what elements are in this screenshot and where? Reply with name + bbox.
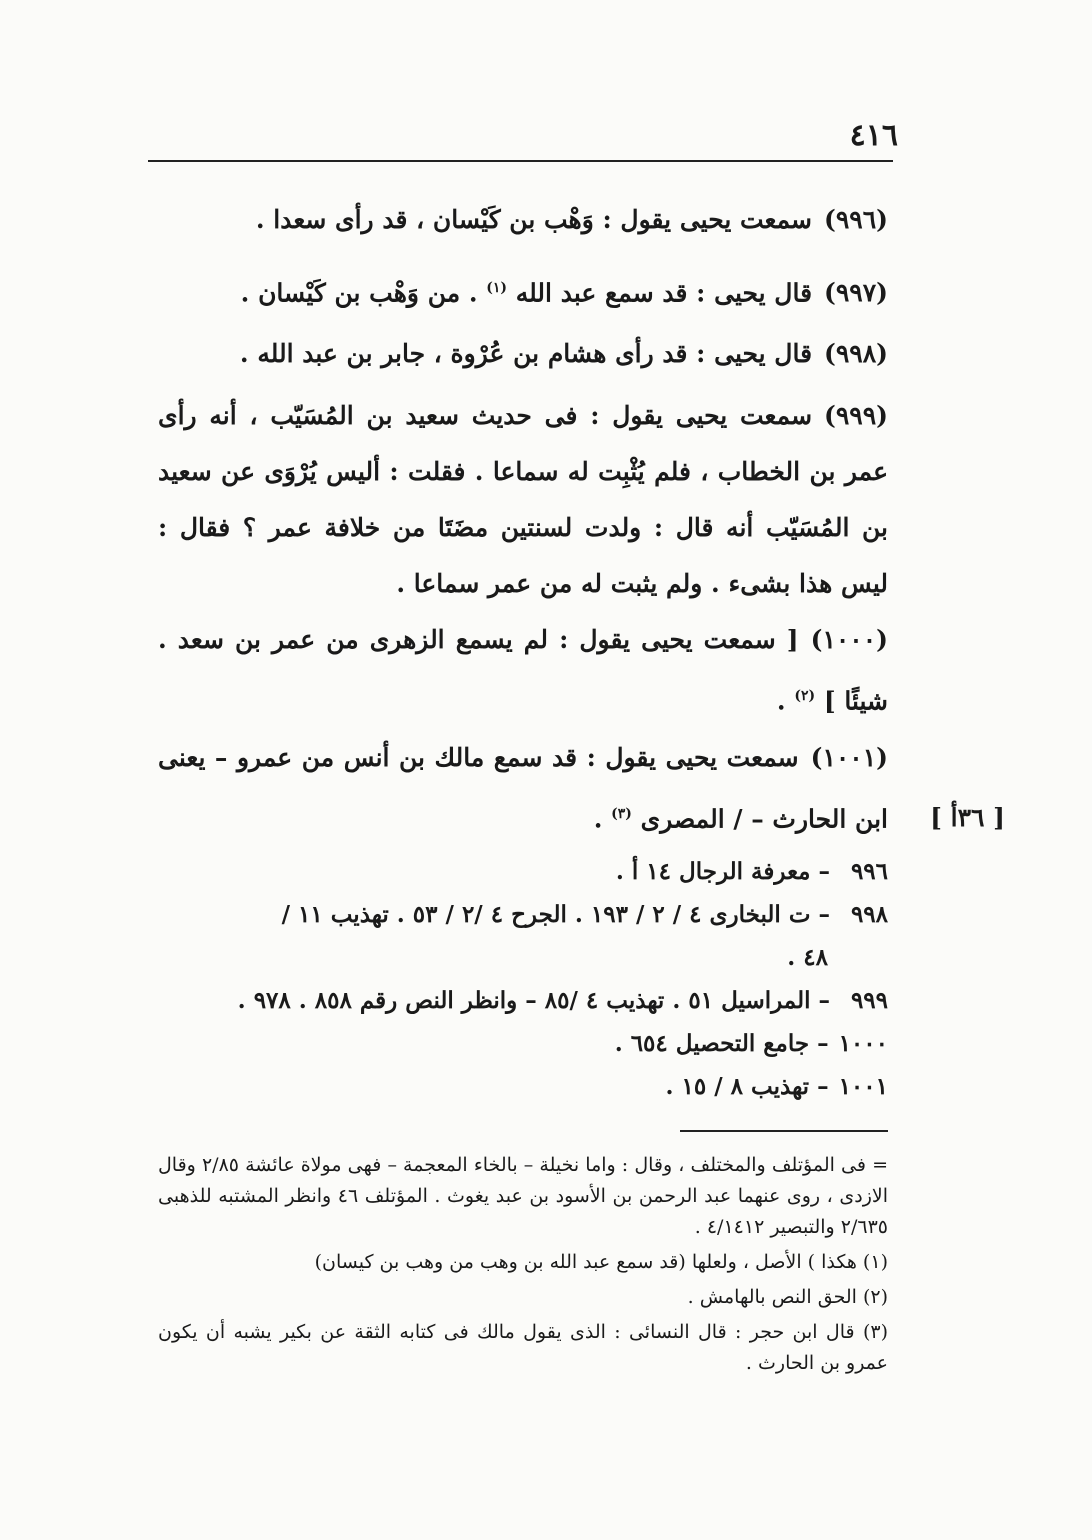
source-line: [158, 1065, 888, 1108]
source-text: – جامع التحصيل ٦٥٤ .: [614, 1030, 829, 1057]
entry-1000: [158, 612, 888, 729]
source-number: ٩٩٨: [850, 901, 888, 928]
sources-block: [158, 850, 888, 1108]
source-line: [158, 1022, 888, 1065]
entry-text: [ سمعت يحيى يقول : لم يسمع الزهرى من عمر بن سعد . شيئًا ]: [158, 625, 888, 716]
footnote-marker: (١): [486, 280, 508, 296]
entry-number: (١٠٠١): [810, 743, 888, 772]
entry-text: سمعت يحيى يقول : وَهْب بن كَيْسان ، قد رأى سعدا .: [255, 205, 813, 234]
source-text: – المراسيل ٥١ . تهذيب ٤ /٨٥ – وانظر النص رقم ٨٥٨ . ٩٧٨ .: [237, 987, 830, 1014]
source-line: [158, 850, 888, 893]
source-number: ١٠٠١: [838, 1073, 888, 1100]
source-text: – ت البخارى ٤ / ٢ / ١٩٣ . الجرح ٤ /٢ / ٥٣ . تهذيب ١١ /: [281, 901, 830, 928]
entry-999: [158, 388, 888, 612]
header-rule: [148, 160, 893, 162]
entry-997: [158, 260, 888, 321]
entry-996: [158, 192, 888, 248]
entry-number: (٩٩٩): [824, 401, 888, 430]
footnote-1: (١) هكذا ) الأصل ، ولعلها (قد سمع عبد الله بن وهب من وهب بن كيسان): [314, 1251, 888, 1273]
footnote-marker: (٢): [794, 688, 816, 704]
entry-text: قال يحيى : قد سمع عبد الله: [515, 278, 813, 308]
source-text: – تهذيب ٨ / ١٥ .: [665, 1073, 829, 1100]
entry-text: قال يحيى : قد رأى هشام بن عُرْوة ، جابر بن عبد الله .: [239, 339, 813, 368]
source-number: ٩٩٦: [850, 858, 888, 885]
source-number: ٩٩٩: [850, 987, 888, 1014]
source-continuation: ٤٨ .: [787, 944, 828, 971]
entry-998: [158, 326, 888, 382]
footnote-continued: = فى المؤتلف والمختلف ، وقال : واما نخيلة – بالخاء المعجمة – فهى مولاة عائشة ٢/٨٥ وقال الازدى ، روى عنهما عبد الرحمن بن الأسود بن عبد يغوث . المؤتلف ٤٦ وانظر المشتبه للذهبى ٢/٦٣٥ والتبصير ٤/١٤١٢ .: [158, 1154, 888, 1238]
entry-number: (٩٩٧): [824, 278, 888, 308]
entry-number: (٩٩٦): [824, 205, 888, 234]
source-number: ١٠٠٠: [838, 1030, 888, 1057]
entry-text-after: .: [593, 804, 603, 834]
footnote-2: (٢) الحق النص بالهامش .: [687, 1286, 888, 1308]
footnote-3: (٣) قال ابن حجر : قال النسائى : الذى يقول مالك فى كتابه الثقة عن بكير يشبه أن يكون عمرو بن الحارث .: [158, 1321, 888, 1374]
entry-text-after: .: [776, 686, 786, 716]
source-text: – معرفة الرجال ١٤ أ .: [615, 858, 830, 885]
entry-number: (٩٩٨): [824, 339, 888, 368]
entry-1001: [158, 730, 888, 847]
entry-text-after: . من وَهْب بن كَيْسان .: [240, 278, 478, 308]
footnote-rule: [680, 1130, 888, 1132]
footnotes-block: [158, 1150, 888, 1383]
page-number: ٤١٦: [849, 118, 898, 153]
entry-text: سمعت يحيى يقول : قد سمع مالك بن أنس من عمرو – يعنى ابن الحارث – / المصرى: [158, 743, 888, 834]
source-line: [158, 979, 888, 1022]
footnote-marker: (٣): [611, 806, 632, 822]
manuscript-folio-ref: [ ٣٦أ ]: [930, 803, 1005, 832]
entry-number: (١٠٠٠): [810, 625, 888, 654]
entry-text: سمعت يحيى يقول : فى حديث سعيد بن المُسَيّب ، أنه رأى عمر بن الخطاب ، فلم يُثْبِت له سماعا . فقلت : أليس يُرْوَى عن سعيد بن المُسَيّب أنه قال : ولدت لسنتين مضَتَا من خلافة عمر ؟ فقال : ليس هذا بشىء . ولم يثبت له من عمر سماعا .: [158, 401, 888, 598]
source-line: [158, 893, 888, 936]
